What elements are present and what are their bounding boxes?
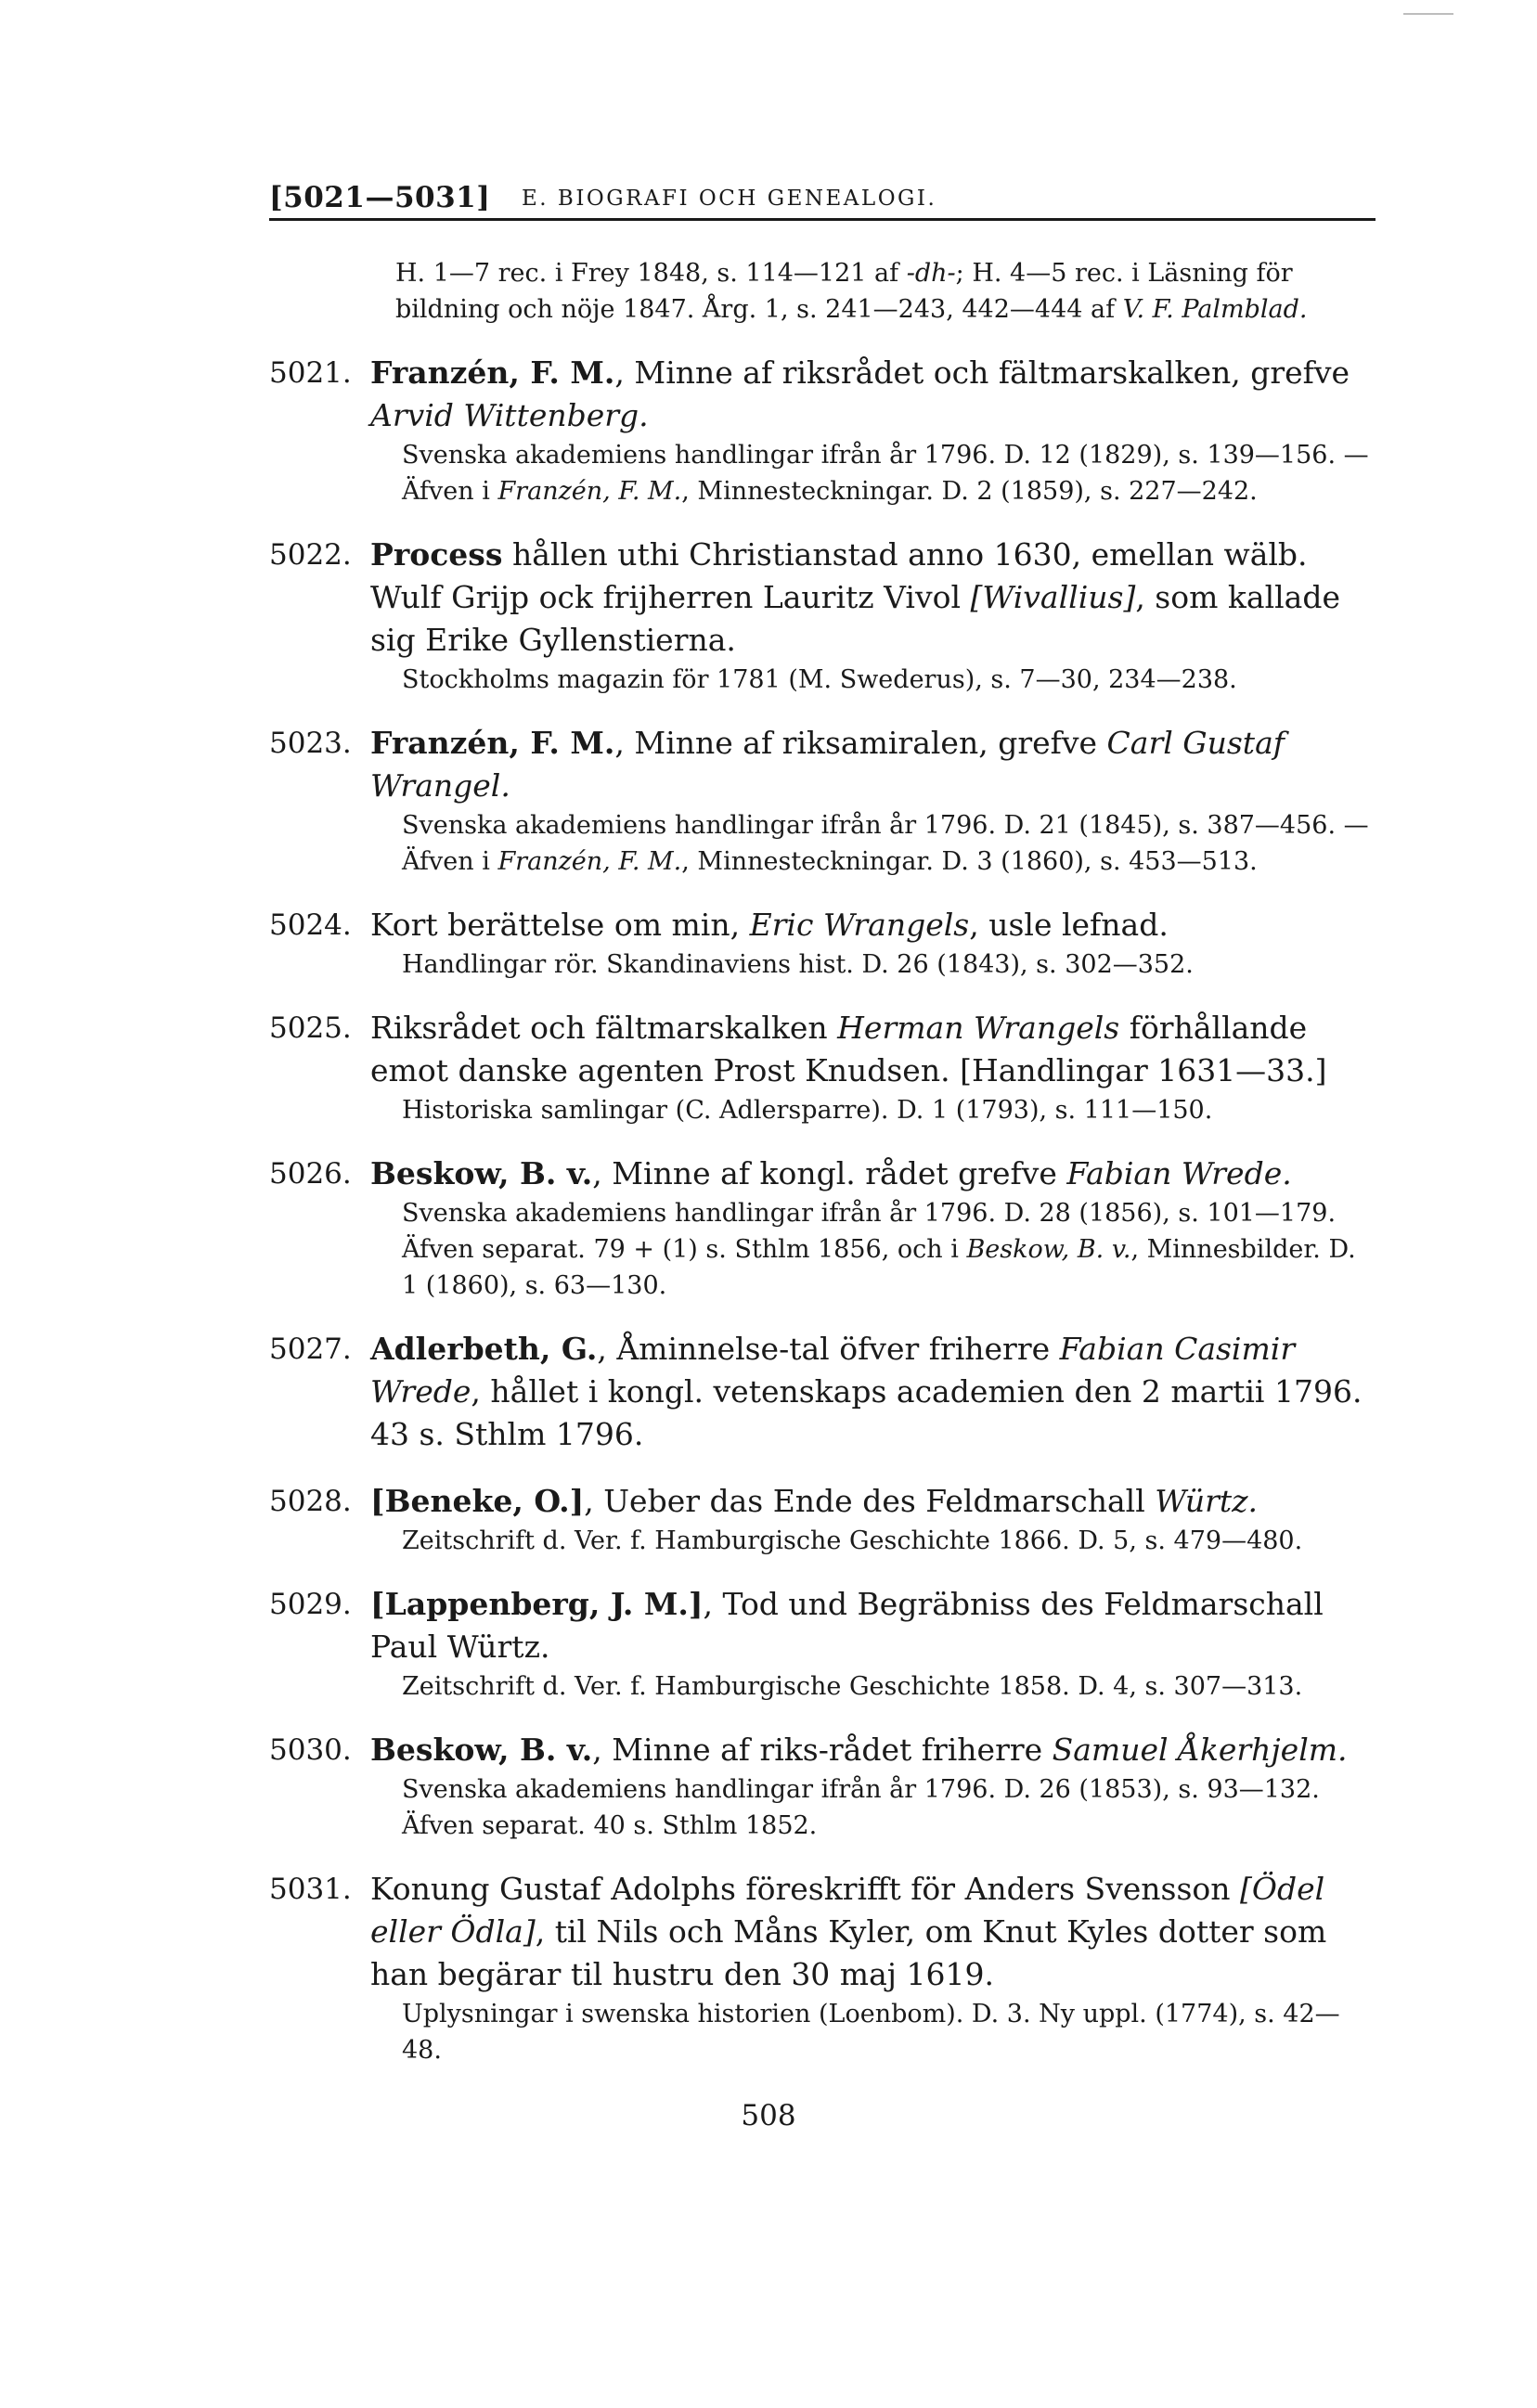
entry-source: Uplysningar i swenska historien (Loenbom). D. 3. Ny uppl. (1774), s. 42—48. xyxy=(402,2000,1340,2065)
entry-title: Riksrådet och fältmarskalken Herman Wrangels förhållande emot danske agenten Prost Knudsen. [Handlingar 1631—33.] xyxy=(370,1010,1327,1088)
entry-number: 5029. xyxy=(269,1588,352,1621)
entry-5029 xyxy=(269,1583,1376,1705)
entry-source: Svenska akademiens handlingar ifrån år 1796. D. 26 (1853), s. 93—132. Äfven separat. 40 s. Sthlm 1852. xyxy=(402,1775,1320,1840)
entry-5030 xyxy=(269,1729,1376,1844)
entry-title: Process hållen uthi Christianstad anno 1630, emellan wälb. Wulf Grijp ock frijherren Lauritz Vivol [Wivallius], som kallade sig Erike Gyllenstierna. xyxy=(370,536,1340,658)
entry-title: Adlerbeth, G., Åminnelse-tal öfver friherre Fabian Casimir Wrede, hållet i kongl. vetenskaps academien den 2 martii 1796. 43 s. Sthlm 1796. xyxy=(370,1331,1363,1452)
entry-number: 5024. xyxy=(269,908,352,942)
entry-number: 5027. xyxy=(269,1333,352,1366)
entry-source: Zeitschrift d. Ver. f. Hamburgische Geschichte 1866. D. 5, s. 479—480. xyxy=(402,1526,1303,1555)
entry-5031 xyxy=(269,1868,1376,2068)
entry-5024 xyxy=(269,904,1376,983)
entry-number: 5023. xyxy=(269,727,352,760)
entry-5028 xyxy=(269,1480,1376,1559)
entry-5027 xyxy=(269,1328,1376,1456)
entry-source: Stockholms magazin för 1781 (M. Swederus), s. 7—30, 234—238. xyxy=(402,665,1237,694)
entry-title: Beskow, B. v., Minne af kongl. rådet grefve Fabian Wrede. xyxy=(370,1155,1292,1191)
entry-title: Konung Gustaf Adolphs föreskrifft för Anders Svensson [Ödel eller Ödla], til Nils och Måns Kyler, om Knut Kyles dotter som han begärar til hustru den 30 maj 1619. xyxy=(370,1871,1327,1992)
entry-number: 5028. xyxy=(269,1485,352,1518)
section-title: E. BIOGRAFI OCH GENEALOGI. xyxy=(522,187,937,211)
document-page xyxy=(269,181,1376,2068)
entry-source: Svenska akademiens handlingar ifrån år 1796. D. 21 (1845), s. 387—456. — Äfven i Franzén, F. M., Minnesteckningar. D. 3 (1860), s. 453—513. xyxy=(402,811,1369,876)
continued-note: H. 1—7 rec. i Frey 1848, s. 114—121 af -dh-; H. 4—5 rec. i Läsning för bildning och nöje 1847. Årg. 1, s. 241—243, 442—444 af V. F. Palmblad. xyxy=(395,259,1308,324)
entry-5023 xyxy=(269,722,1376,880)
entry-title: [Lappenberg, J. M.], Tod und Begräbniss des Feldmarschall Paul Würtz. xyxy=(370,1586,1324,1665)
entry-number: 5030. xyxy=(269,1733,352,1767)
entry-title: Beskow, B. v., Minne af riks-rådet friherre Samuel Åkerhjelm. xyxy=(370,1732,1348,1768)
entry-5021 xyxy=(269,352,1376,509)
scan-edge-mark xyxy=(1403,13,1453,15)
entry-5026 xyxy=(269,1152,1376,1304)
entry-number: 5026. xyxy=(269,1157,352,1191)
running-header xyxy=(269,181,1376,221)
entry-number: 5031. xyxy=(269,1873,352,1906)
entry-source: Svenska akademiens handlingar ifrån år 1796. D. 12 (1829), s. 139—156. — Äfven i Franzén, F. M., Minnesteckningar. D. 2 (1859), s. 227—242. xyxy=(402,441,1369,506)
entry-5025 xyxy=(269,1007,1376,1128)
entry-number: 5025. xyxy=(269,1011,352,1045)
entry-source: Handlingar rör. Skandinaviens hist. D. 26 (1843), s. 302—352. xyxy=(402,950,1194,979)
entry-number: 5021. xyxy=(269,356,352,390)
page-number: 508 xyxy=(741,2099,796,2132)
entry-title: Franzén, F. M., Minne af riksrådet och fältmarskalken, grefve Arvid Wittenberg. xyxy=(370,354,1350,433)
entry-number: 5022. xyxy=(269,538,352,572)
entry-source: Svenska akademiens handlingar ifrån år 1796. D. 28 (1856), s. 101—179. Äfven separat. 79 + (1) s. Sthlm 1856, och i Beskow, B. v., Minnesbilder. D. 1 (1860), s. 63—130. xyxy=(402,1199,1356,1300)
entry-title: Franzén, F. M., Minne af riksamiralen, grefve Carl Gustaf Wrangel. xyxy=(370,725,1285,804)
entry-5022 xyxy=(269,534,1376,698)
entry-source: Zeitschrift d. Ver. f. Hamburgische Geschichte 1858. D. 4, s. 307—313. xyxy=(402,1672,1303,1701)
entry-source: Historiska samlingar (C. Adlersparre). D. 1 (1793), s. 111—150. xyxy=(402,1096,1213,1125)
entry-title: Kort berättelse om min, Eric Wrangels, usle lefnad. xyxy=(370,907,1169,943)
entry-range: [5021—5031] xyxy=(269,181,491,214)
entry-title: [Beneke, O.], Ueber das Ende des Feldmarschall Würtz. xyxy=(370,1483,1259,1519)
